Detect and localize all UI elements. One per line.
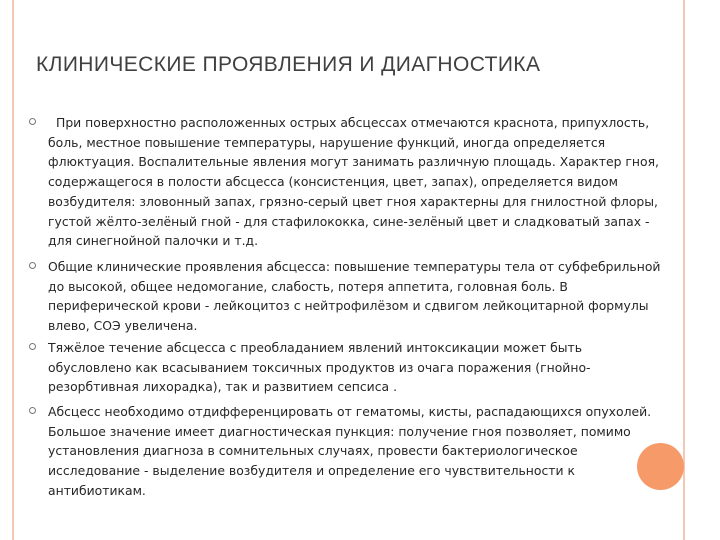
bullet-text-3: Тяжёлое течение абсцесса с преобладанием явлений интоксикации может быть обусловлено как всасыванием токсичных продуктов из очага поражения (гнойно-резорбтивная лихорадка), так и развитием сепсиса . [48, 340, 591, 395]
bullet-marker-icon [29, 407, 36, 414]
bullet-item-1 [48, 113, 668, 251]
bullet-text-2: Общие клинические проявления абсцесса: повышение температуры тела от субфебрильной до высокой, общее недомогание, слабость, потеря аппетита, головная боль. В периферической крови - лейкоцитоз с нейтрофилёзом и сдвигом лейкоцитарной формулы влево, СОЭ увеличена. [48, 259, 661, 334]
decorative-circle [637, 443, 684, 490]
bullet-item-4 [48, 402, 668, 501]
bullet-marker-icon [29, 262, 36, 269]
slide-title: КЛИНИЧЕСКИЕ ПРОЯВЛЕНИЯ И ДИАГНОСТИКА [36, 53, 541, 76]
frame-left-border [12, 0, 14, 540]
frame-right-border [683, 0, 685, 540]
bullet-marker-icon [29, 118, 36, 125]
bullet-text-4: Абсцесс необходимо отдифференцировать от гематомы, кисты, распадающихся опухолей. Большое значение имеет диагностическая пункция: получение гноя позволяет, помимо установления диагноза в сомнительных случаях, провести бактериологическое исследование - выделение возбудителя и определение его чувствительности к антибиотикам. [48, 404, 652, 498]
bullet-marker-icon [29, 343, 36, 350]
bullet-item-2 [48, 257, 678, 336]
bullet-item-3 [48, 338, 666, 397]
bullet-text-1: При поверхностно расположенных острых абсцессах отмечаются краснота, припухлость, боль, местное повышение температуры, нарушение функций, иногда определяется флюктуация. Воспалительные явления могут занимать различную площадь. Характер гноя, содержащегося в полости абсцесса (консистенция, цвет, запах), определяется видом возбудителя: зловонный запах, грязно-серый цвет гноя характерны для гнилостной флоры, густой жёлто-зелёный гной - для стафилококка, сине-зелёный цвет и сладковатый запах - для синегнойной палочки и т.д. [48, 115, 659, 249]
